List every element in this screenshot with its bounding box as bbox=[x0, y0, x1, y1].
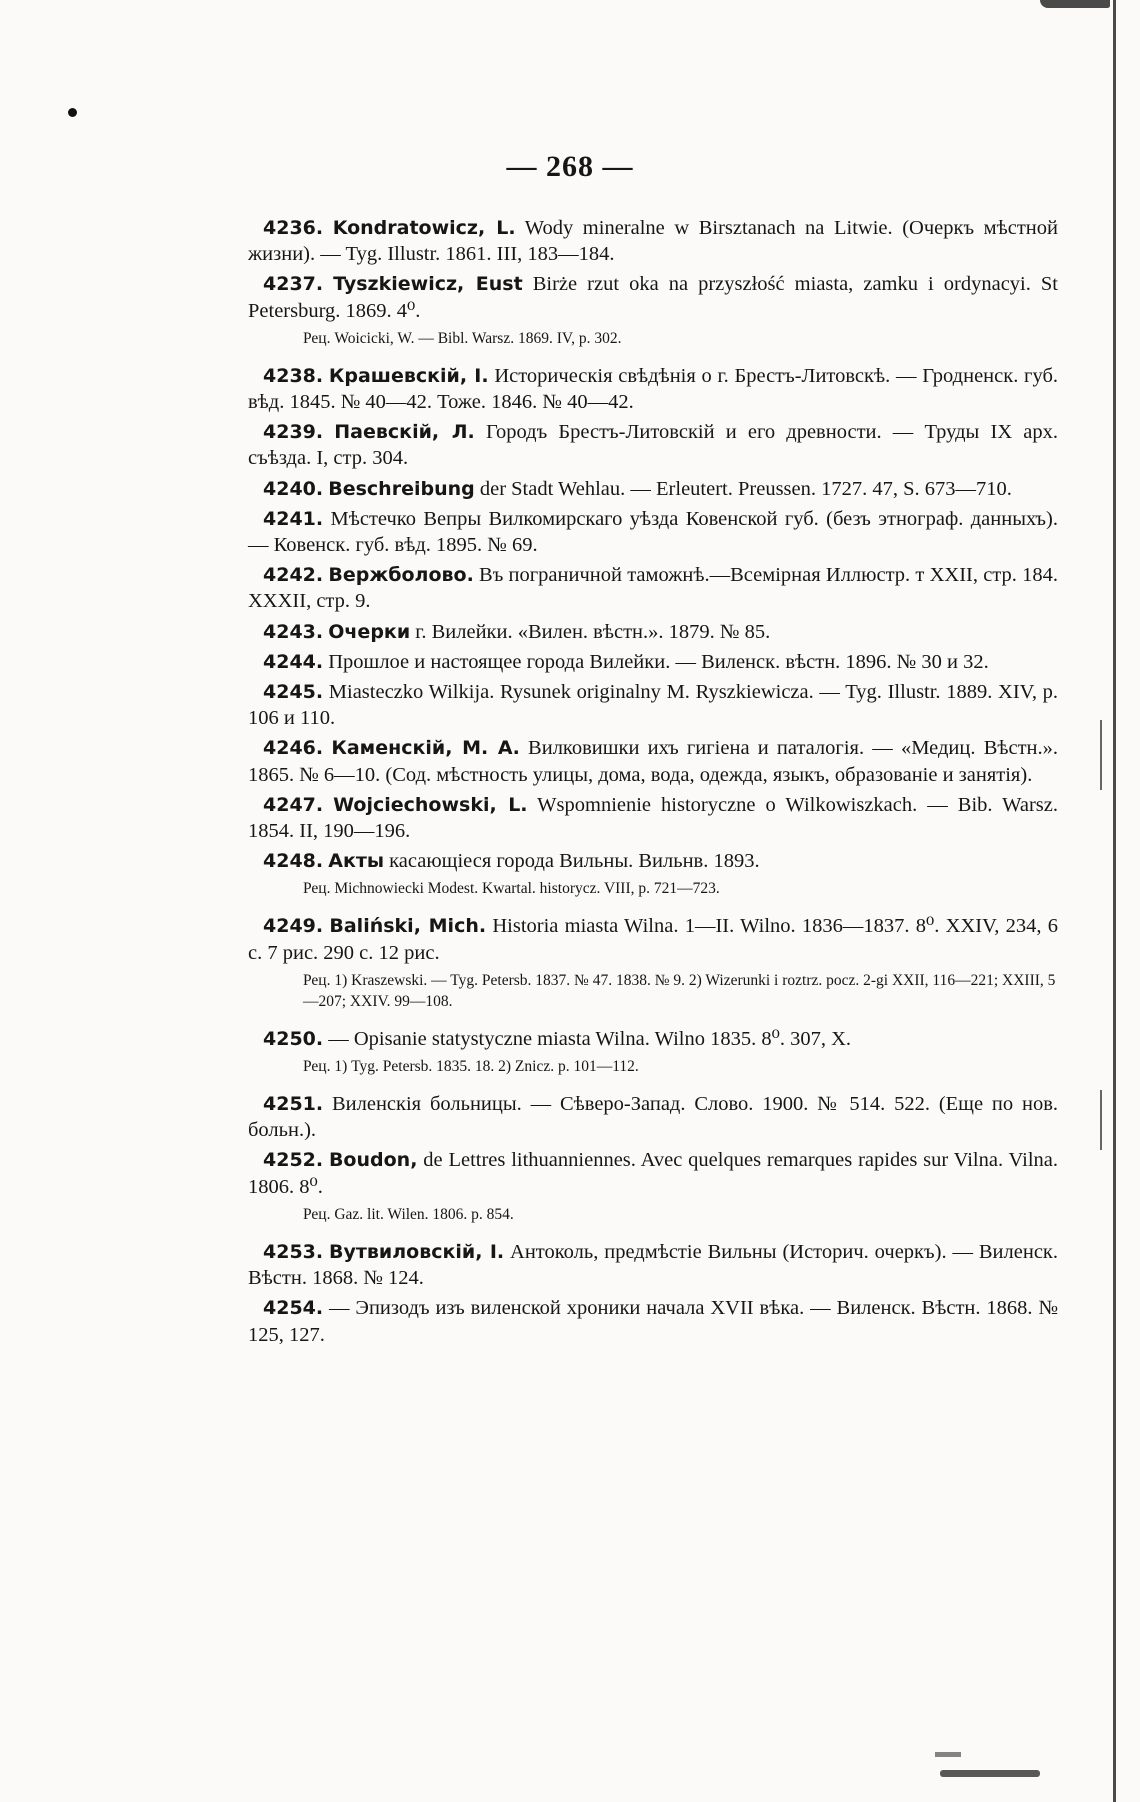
bibliography-entry bbox=[248, 792, 1058, 844]
bibliography-entry bbox=[248, 215, 1058, 267]
bibliography-entry bbox=[248, 363, 1058, 415]
entry-number: 4250. bbox=[263, 1027, 324, 1050]
entry-number: 4245. bbox=[263, 681, 324, 704]
entry-text: Historia miasta Wilna. 1—II. Wilno. 1836—1837. 8⁰. XXIV, 234, 6 c. 7 рис. 290 c. 12 рис. bbox=[248, 915, 1059, 964]
bibliography-entry bbox=[248, 649, 1058, 675]
entry-author: Beschreibung bbox=[328, 477, 475, 500]
entry-author: Крашевскій, I. bbox=[328, 364, 489, 387]
bibliography-entry bbox=[248, 506, 1058, 558]
entry-number: 4249. bbox=[263, 915, 324, 938]
entry-number: 4244. bbox=[263, 650, 324, 673]
margin-mark bbox=[1100, 1090, 1102, 1150]
entry-review: Рец. Gaz. lit. Wilen. 1806. p. 854. bbox=[303, 1205, 514, 1223]
bibliography-entry bbox=[248, 1147, 1058, 1199]
entry-text: Birże rzut oka na przyszłość miasta, zamku i ordynacyi. St Petersburg. 1869. 4⁰. bbox=[248, 273, 1059, 322]
entry-number: 4239. bbox=[263, 421, 324, 444]
bibliography-entry bbox=[248, 848, 1058, 874]
entry-text: Въ пограничной таможнѣ.—Всемірная Иллюстр. т XXII, стр. 184. XXXII, стр. 9. bbox=[248, 564, 1058, 613]
entry-number: 4253. bbox=[263, 1240, 324, 1263]
entry-review: Рец. 1) Tyg. Petersb. 1835. 18. 2) Znicz. p. 101—112. bbox=[303, 1058, 639, 1076]
bibliography-entry bbox=[248, 1026, 1058, 1052]
entry-text: — Opisanie statystyczne miasta Wilna. Wilno 1835. 8⁰. 307, X. bbox=[328, 1027, 852, 1050]
entry-number: 4237. bbox=[263, 273, 324, 296]
margin-mark bbox=[1100, 720, 1102, 790]
bibliography-entry bbox=[248, 562, 1058, 614]
entry-author: Паевскій, Л. bbox=[334, 421, 475, 444]
entry-author: Очерки bbox=[328, 620, 411, 643]
entry-author: Kondratowicz, L. bbox=[332, 217, 516, 239]
scan-artifact-bottom-small bbox=[935, 1752, 961, 1757]
entry-text: касающіеся города Вильны. Вильнв. 1893. bbox=[389, 850, 760, 873]
bibliography-entry bbox=[248, 271, 1058, 323]
entry-number: 4251. bbox=[263, 1093, 324, 1116]
entry-text: г. Вилейки. «Вилен. вѣстн.». 1879. № 85. bbox=[415, 620, 771, 643]
entry-author: Каменскій, М. А. bbox=[331, 737, 520, 760]
bibliography-entry bbox=[248, 913, 1058, 965]
entry-number: 4236. bbox=[263, 217, 324, 239]
entry-text: Виленскія больницы. — Сѣверо-Запад. Слово. 1900. № 514. 522. (Еще по нов. больн.). bbox=[248, 1093, 1059, 1142]
entry-author: Wojciechowski, L. bbox=[333, 793, 528, 816]
entry-number: 4248. bbox=[263, 850, 324, 873]
page-edge-shadow bbox=[1113, 0, 1116, 1802]
entry-text: der Stadt Wehlau. — Erleutert. Preussen. 1727. 47, S. 673—710. bbox=[479, 477, 1012, 500]
entry-text: Городъ Брестъ-Литовскій и его древности. — Труды IX арх. съѣзда. I, стр. 304. bbox=[248, 421, 1059, 470]
entry-text: de Lettres lithuanniennes. Avec quelques remarques rapides sur Vilna. Vilna. 1806. 8⁰. bbox=[248, 1149, 1058, 1198]
entry-number: 4243. bbox=[263, 620, 324, 643]
entry-author: Акты bbox=[328, 850, 385, 873]
bibliography-entry bbox=[248, 679, 1058, 731]
entry-number: 4254. bbox=[263, 1297, 324, 1320]
entry-review: Рец. Michnowiecki Modest. Kwartal. historycz. VIII, p. 721—723. bbox=[303, 880, 720, 898]
scan-artifact-bottom bbox=[940, 1770, 1040, 1777]
entry-text: Miasteczko Wilkija. Rysunek originalny M. Ryszkiewicza. — Tyg. Illustr. 1889. XIV, p. 106 и 110. bbox=[248, 681, 1058, 730]
page-number: — 268 — bbox=[506, 150, 634, 183]
entry-number: 4238. bbox=[263, 364, 324, 387]
entry-review: Рец. 1) Kraszewski. — Tyg. Petersb. 1837. № 47. 1838. № 9. 2) Wizerunki i roztrz. pocz. 2-gi XXII, 116—221; XXIII, 5—207; XXIV. 99—108. bbox=[303, 971, 1056, 1010]
entry-text: Wody mineralne w Birsztanach na Litwie. (Очеркъ мѣстной жизни). — Tyg. Illustr. 1861. III, 183—184. bbox=[248, 217, 1058, 266]
bibliography-entry bbox=[248, 476, 1058, 502]
entry-text: — Эпизодъ изъ виленской хроники начала XVII вѣка. — Виленск. Вѣстн. 1868. № 125, 127. bbox=[248, 1297, 1058, 1346]
bibliography-entry bbox=[248, 619, 1058, 645]
entry-text: Историческія свѣдѣнія о г. Брестъ-Литовскѣ. — Гродненск. губ. вѣд. 1845. № 40—42. Тоже. 1846. № 40—42. bbox=[248, 364, 1058, 414]
entry-author: Boudon, bbox=[328, 1149, 418, 1172]
bibliography-entry bbox=[248, 1239, 1058, 1291]
bibliography-list bbox=[248, 215, 1058, 1352]
entry-number: 4240. bbox=[263, 477, 324, 500]
entry-text: Вилковишки ихъ гигіена и паталогія. — «Медиц. Вѣстн.». 1865. № 6—10. (Сод. мѣстность улицы, дома, вода, одежда, языкъ, образованіе и занятія). bbox=[248, 737, 1059, 786]
entry-number: 4246. bbox=[263, 737, 324, 760]
entry-number: 4252. bbox=[263, 1149, 324, 1172]
entry-author: Tyszkiewicz, Eust bbox=[333, 273, 523, 296]
entry-author: Вержболово. bbox=[328, 564, 474, 587]
entry-review: Рец. Woicicki, W. — Bibl. Warsz. 1869. IV, p. 302. bbox=[303, 329, 622, 347]
entry-author: Вутвиловскій, I. bbox=[329, 1240, 505, 1263]
entry-text: Антоколь, предмѣстіе Вильны (Историч. очеркъ). — Виленск. Вѣстн. 1868. № 124. bbox=[248, 1240, 1059, 1290]
entry-number: 4247. bbox=[263, 793, 324, 816]
scan-artifact-top bbox=[1040, 0, 1110, 8]
entry-text: Мѣстечко Вепры Вилкомирскаго уѣзда Ковенской губ. (безъ этнограф. данныхъ). — Ковенск. губ. вѣд. 1895. № 69. bbox=[248, 507, 1058, 557]
bibliography-entry bbox=[248, 735, 1058, 787]
entry-author: Baliński, Mich. bbox=[329, 915, 487, 938]
entry-number: 4241. bbox=[263, 507, 324, 530]
entry-text: Wspomnienie historyczne o Wilkowiszkach. — Bib. Warsz. 1854. II, 190—196. bbox=[248, 793, 1058, 843]
ink-dot bbox=[68, 108, 77, 117]
entry-number: 4242. bbox=[263, 564, 324, 587]
entry-text: Прошлое и настоящее города Вилейки. — Виленск. вѣстн. 1896. № 30 и 32. bbox=[328, 650, 989, 673]
bibliography-entry bbox=[248, 1091, 1058, 1143]
bibliography-entry bbox=[248, 419, 1058, 471]
bibliography-entry bbox=[248, 1295, 1058, 1347]
